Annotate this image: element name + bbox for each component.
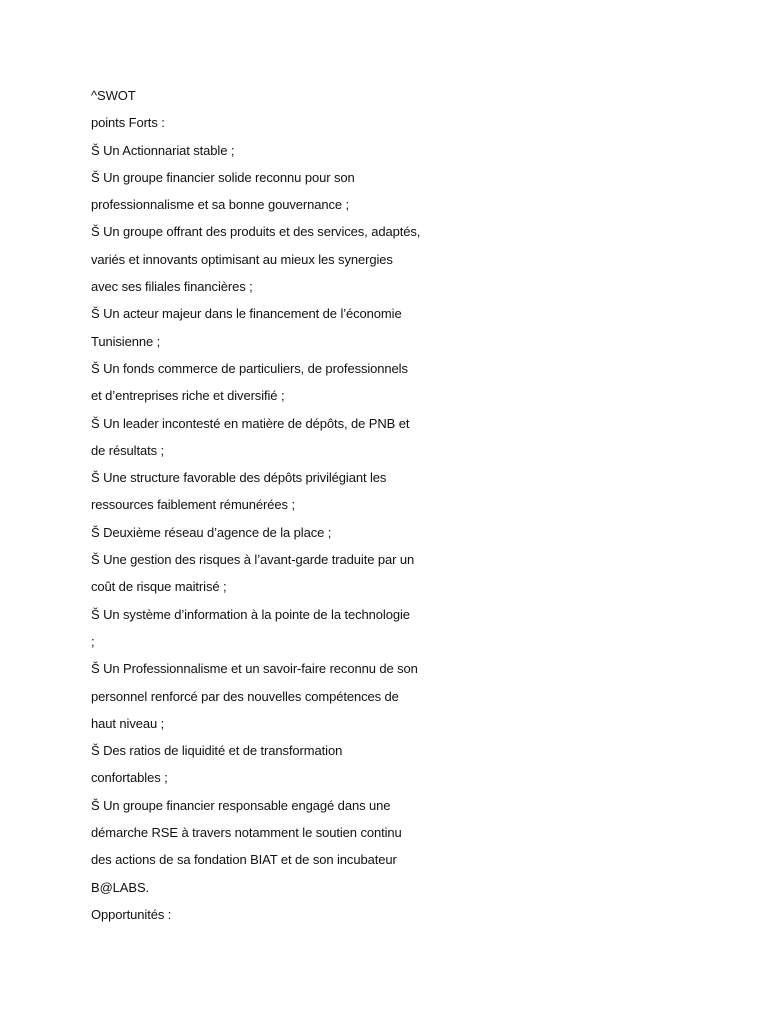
text-line: Š Un leader incontesté en matière de dépôts, de PNB et	[91, 415, 410, 431]
text-line: variés et innovants optimisant au mieux les synergies	[91, 251, 393, 267]
text-line: confortables ;	[91, 770, 168, 786]
text-line: haut niveau ;	[91, 715, 165, 731]
text-line: Š Deuxième réseau d’agence de la place ;	[91, 524, 332, 540]
text-line: démarche RSE à travers notamment le soutien continu	[91, 825, 402, 841]
document-body	[91, 82, 691, 928]
text-line: Š Un Professionnalisme et un savoir-faire reconnu de son	[91, 661, 418, 677]
text-line: Š Une structure favorable des dépôts privilégiant les	[91, 470, 387, 486]
text-line: ressources faiblement rémunérées ;	[91, 497, 295, 513]
text-line: professionnalisme et sa bonne gouvernance ;	[91, 197, 350, 213]
text-line: B@LABS.	[91, 879, 150, 895]
text-line: de résultats ;	[91, 442, 165, 458]
section-heading-points-forts: points Forts :	[91, 115, 165, 131]
text-line: Š Des ratios de liquidité et de transformation	[91, 743, 343, 759]
text-line: Š Un groupe financier responsable engagé dans une	[91, 797, 391, 813]
text-line: ;	[91, 633, 95, 649]
text-line: Š Un acteur majeur dans le financement de l’économie	[91, 306, 402, 322]
text-line: Š Un système d’information à la pointe de la technologie	[91, 606, 410, 622]
text-line: des actions de sa fondation BIAT et de son incubateur	[91, 852, 397, 868]
text-line: avec ses filiales financières ;	[91, 279, 253, 295]
text-line: coût de risque maitrisé ;	[91, 579, 227, 595]
text-line: Š Un fonds commerce de particuliers, de professionnels	[91, 360, 408, 376]
text-line: Š Un groupe offrant des produits et des services, adaptés,	[91, 224, 421, 240]
text-line: personnel renforcé par des nouvelles compétences de	[91, 688, 399, 704]
text-line: Š Un groupe financier solide reconnu pour son	[91, 169, 355, 185]
swot-heading: ^SWOT	[91, 88, 136, 103]
text-line: Tunisienne ;	[91, 333, 161, 349]
section-heading-opportunites: Opportunités :	[91, 906, 172, 922]
text-line: Š Un Actionnariat stable ;	[91, 142, 235, 158]
text-line: et d’entreprises riche et diversifié ;	[91, 388, 285, 404]
text-line: Š Une gestion des risques à l’avant-garde traduite par un	[91, 552, 415, 568]
